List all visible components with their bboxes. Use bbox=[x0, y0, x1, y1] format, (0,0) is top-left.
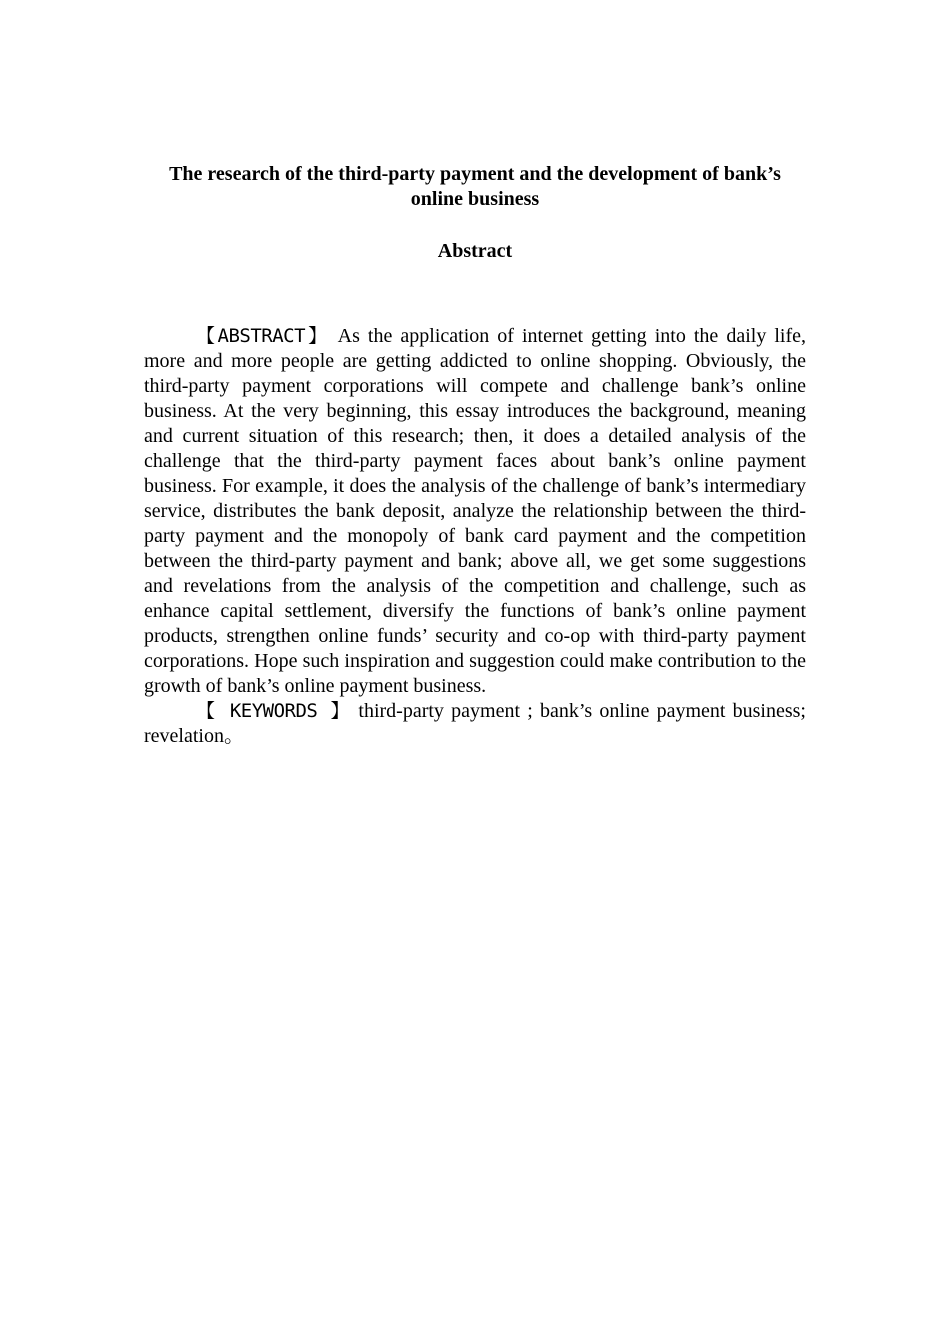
document-title: The research of the third-party payment and the development of bank’s online business bbox=[169, 163, 781, 210]
keywords-paragraph bbox=[144, 699, 806, 749]
abstract-text: As the application of internet getting into the daily life, more and more people are getting addicted to online shopping. Obviously, the third-party payment corporations will compete and challenge bank’s online business. At the very beginning, this essay introduces the background, meaning and current situation of this research; then, it does a detailed analysis of the challenge that the third-party payment faces about bank’s online payment business. For example, it does the analysis of the challenge of bank’s intermediary service, distributes the bank deposit, analyze the relationship between the third-party payment and the monopoly of bank card payment and the competition between the third-party payment and bank; above all, we get some suggestions and revelations from the analysis of the competition and challenge, such as enhance capital settlement, diversify the functions of bank’s online payment products, strengthen online funds’ security and co-op with third-party payment corporations. Hope such inspiration and suggestion could make contribution to the growth of bank’s online payment business. bbox=[144, 325, 807, 697]
keywords-label: 【 KEYWORDS 】 bbox=[196, 700, 352, 722]
abstract-heading: Abstract bbox=[437, 240, 513, 262]
abstract-body bbox=[144, 324, 806, 749]
abstract-label: 【ABSTRACT】 bbox=[196, 325, 330, 347]
keywords-text: third-party payment ; bank’s online payment business; revelation。 bbox=[144, 700, 806, 747]
abstract-paragraph bbox=[144, 324, 806, 699]
